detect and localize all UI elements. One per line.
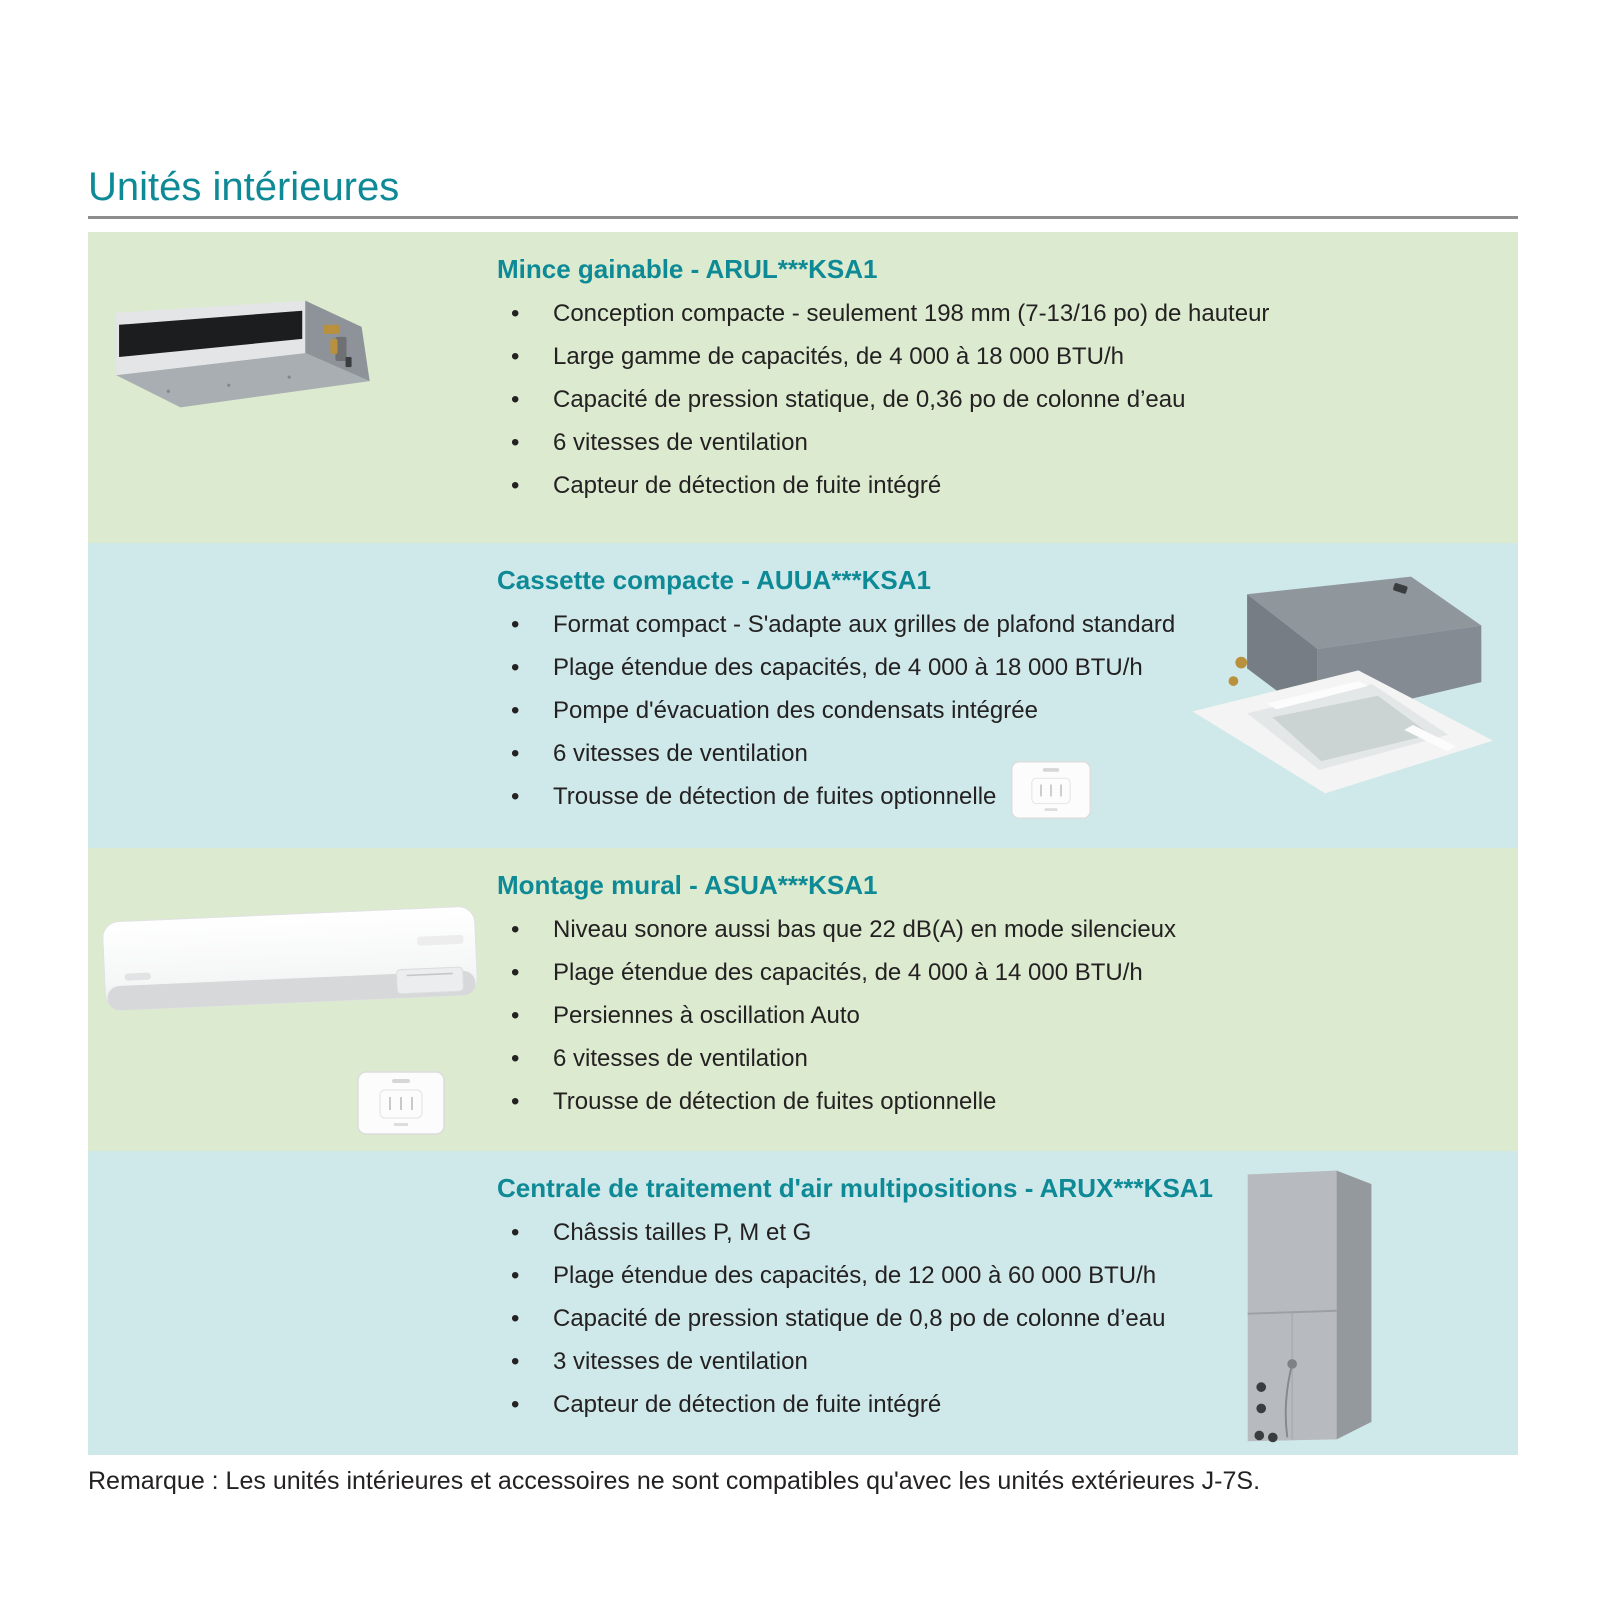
section-content-wall-mount <box>497 848 1277 1131</box>
bullet-item: • Format compact - S'adapte aux grilles de plafond standard <box>497 611 1277 639</box>
section-panel-wall-mount <box>88 848 1518 1151</box>
page-title: Unités intérieures <box>88 165 400 209</box>
section-heading: Cassette compacte - AUUA***KSA1 <box>497 565 931 595</box>
wall-unit-image <box>98 888 486 1054</box>
bullet-list <box>497 916 1277 1116</box>
bullet-item: • Plage étendue des capacités, de 4 000 à 14 000 BTU/h <box>497 959 1277 987</box>
compatibility-note: Remarque : Les unités intérieures et accessoires ne sont compatibles qu'avec les unités extérieures J-7S. <box>88 1467 1261 1495</box>
bullet-item: • Niveau sonore aussi bas que 22 dB(A) en mode silencieux <box>497 916 1277 944</box>
section-heading: Montage mural - ASUA***KSA1 <box>497 870 878 900</box>
bullet-item: • 6 vitesses de ventilation <box>497 1045 1277 1073</box>
bullet-item: • Plage étendue des capacités, de 12 000 à 60 000 BTU/h <box>497 1262 1277 1290</box>
bullet-item: • Trousse de détection de fuites optionnelle <box>497 1088 1277 1116</box>
title-divider <box>88 216 1518 219</box>
remote-controller-image <box>356 1070 446 1136</box>
section-content-slim-duct <box>497 232 1277 515</box>
bullet-list <box>497 300 1277 500</box>
cassette-unit-image <box>1166 563 1498 807</box>
slim-duct-unit-image <box>108 280 420 432</box>
remote-controller-image <box>1010 759 1092 821</box>
bullet-item: • Capteur de détection de fuite intégré <box>497 472 1277 500</box>
bullet-item: • 3 vitesses de ventilation <box>497 1348 1277 1376</box>
bullet-list <box>497 611 1277 811</box>
bullet-item: • 6 vitesses de ventilation <box>497 740 1277 768</box>
section-content-cassette <box>497 543 1277 826</box>
bullet-item: • Capteur de détection de fuite intégré <box>497 1391 1277 1419</box>
section-content-air-handler <box>497 1151 1277 1434</box>
bullet-list <box>497 1219 1277 1419</box>
bullet-item: • Pompe d'évacuation des condensats intégrée <box>497 697 1277 725</box>
bullet-item: • Large gamme de capacités, de 4 000 à 18 000 BTU/h <box>497 343 1277 371</box>
bullet-item: • Capacité de pression statique de 0,8 po de colonne d’eau <box>497 1305 1277 1333</box>
bullet-item: • 6 vitesses de ventilation <box>497 429 1277 457</box>
section-panel-slim-duct <box>88 232 1518 543</box>
section-panel-air-handler <box>88 1151 1518 1455</box>
bullet-item: • Capacité de pression statique, de 0,36 po de colonne d’eau <box>497 386 1277 414</box>
air-handler-image <box>1233 1159 1389 1449</box>
section-panel-cassette <box>88 543 1518 848</box>
bullet-item: • Plage étendue des capacités, de 4 000 à 18 000 BTU/h <box>497 654 1277 682</box>
bullet-item: • Trousse de détection de fuites optionnelle <box>497 783 1277 811</box>
section-heading: Centrale de traitement d'air multipositions - ARUX***KSA1 <box>497 1173 1214 1203</box>
bullet-item: • Châssis tailles P, M et G <box>497 1219 1277 1247</box>
section-heading: Mince gainable - ARUL***KSA1 <box>497 254 878 284</box>
bullet-item: • Conception compacte - seulement 198 mm (7-13/16 po) de hauteur <box>497 300 1277 328</box>
bullet-item: • Persiennes à oscillation Auto <box>497 1002 1277 1030</box>
